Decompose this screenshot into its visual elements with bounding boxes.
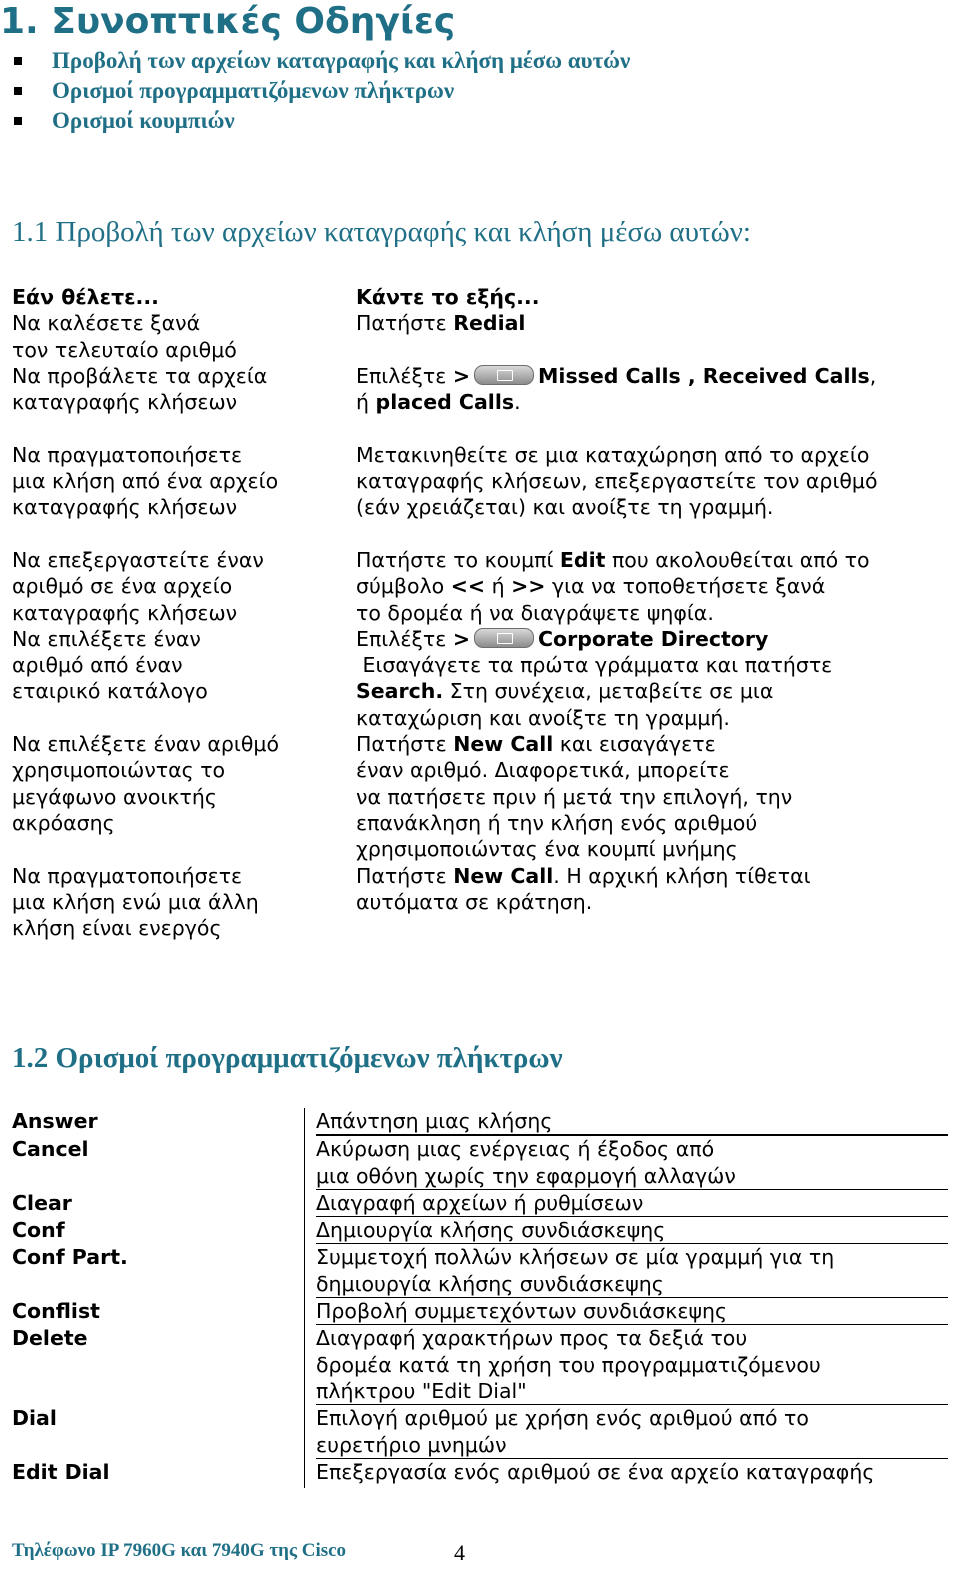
directory-button-icon [474, 628, 534, 648]
toc-item: Ορισμοί προγραμματιζόμενων πλήκτρων [10, 76, 630, 106]
instruction-text: Μετακινηθείτε σε μια καταχώρηση από το αρχείο [356, 442, 870, 467]
instruction-text: έναν αριθμό. Διαφορετικά, μπορείτε [356, 758, 730, 783]
task-text: ακρόασης [12, 810, 115, 835]
section-heading-1-1: 1.1 Προβολή των αρχείων καταγραφής και κλήση μέσω αυτών: [12, 216, 751, 248]
table-row [0, 1244, 960, 1298]
softkey-description: Επιλογή αριθμού με χρήση ενός αριθμού από το ευρετήριο μνημών [316, 1405, 948, 1459]
footer-text: Τηλέφωνο IP 7960G και 7940G της Cisco [12, 1540, 347, 1561]
softkey-description: Δημιουργία κλήσης συνδιάσκεψης [316, 1217, 948, 1244]
section-heading-1-2: 1.2 Ορισμοί προγραμματιζόμενων πλήκτρων [12, 1042, 563, 1074]
column-header: Εάν θέλετε... [12, 285, 159, 309]
task-text: Να πραγματοποιήσετε [12, 442, 243, 467]
table-row [0, 1108, 960, 1136]
softkey-name: Edit Dial [12, 1459, 110, 1484]
directory-button-icon [474, 365, 534, 385]
task-text: εταιρικό κατάλογο [12, 679, 208, 704]
instruction-text: Επιλέξτε > Corporate Directory [356, 626, 769, 651]
softkey-name: Answer [12, 1109, 98, 1133]
instruction-text: καταγραφής κλήσεων, επεξεργαστείτε τον αριθμό [356, 469, 878, 494]
instruction-text: αυτόματα σε κράτηση. [356, 889, 593, 914]
instruction-text: χρησιμοποιώντας ένα κουμπί μνήμης [356, 837, 738, 862]
task-text: τον τελευταίο αριθμό [12, 337, 237, 362]
softkey-name: Cancel [12, 1137, 89, 1162]
column-header: Κάντε το εξής... [356, 285, 540, 309]
task-text: μια κλήση ενώ μια άλλη [12, 889, 259, 914]
instruction-text: Εισαγάγετε τα πρώτα γράμματα και πατήστε [356, 653, 833, 678]
toc-item: Προβολή των αρχείων καταγραφής και κλήση μέσω αυτών [10, 46, 630, 76]
softkey-description: Προβολή συμμετεχόντων συνδιάσκεψης [316, 1298, 948, 1325]
table-row [0, 1190, 960, 1217]
task-text: χρησιμοποιώντας το [12, 758, 226, 783]
softkey-description: Συμμετοχή πολλών κλήσεων σε μία γραμμή για τη δημιουργία κλήσης συνδιάσκεψης [316, 1244, 948, 1298]
softkey-name: Delete [12, 1326, 88, 1351]
if-you-want-column [12, 284, 342, 941]
task-text: καταγραφής κλήσεων [12, 495, 238, 520]
task-text: αριθμό σε ένα αρχείο [12, 574, 233, 599]
task-text: καταγραφής κλήσεων [12, 390, 238, 415]
instruction-text: Πατήστε το κουμπί Edit που ακολουθείται από το [356, 547, 870, 572]
instruction-text: (εάν χρειάζεται) και ανοίξτε τη γραμμή. [356, 495, 774, 520]
task-text: Να προβάλετε τα αρχεία [12, 363, 268, 388]
table-row [0, 1325, 960, 1405]
softkey-name: Conf [12, 1218, 65, 1243]
page-title: 1. Συνοπτικές Οδηγίες [0, 1, 456, 42]
toc-item: Ορισμοί κουμπιών [10, 106, 630, 136]
instruction-text: σύμβολο << ή >> για να τοποθετήσετε ξανά [356, 574, 826, 599]
instruction-text: Πατήστε Redial [356, 311, 526, 336]
softkey-description: Διαγραφή χαρακτήρων προς τα δεξιά του δρομέα κατά τη χρήση του προγραμματιζόμενου πλήκτρου "Edit Dial" [316, 1325, 948, 1405]
instruction-text: Επιλέξτε > Missed Calls , Received Calls, [356, 363, 877, 388]
instruction-text: να πατήσετε πριν ή μετά την επιλογή, την [356, 784, 793, 809]
square-bullet-icon [14, 117, 22, 125]
task-text: Να πραγματοποιήσετε [12, 863, 243, 888]
toc-list [10, 46, 630, 136]
task-text: αριθμό από έναν [12, 653, 183, 678]
softkey-name: Clear [12, 1190, 72, 1215]
instruction-text: Πατήστε New Call και εισαγάγετε [356, 732, 716, 757]
softkey-description: Διαγραφή αρχείων ή ρυθμίσεων [316, 1190, 948, 1217]
softkey-description: Απάντηση μιας κλήσης [316, 1108, 948, 1136]
instruction-text: ή placed Calls. [356, 390, 521, 415]
table-row [0, 1298, 960, 1325]
square-bullet-icon [14, 57, 22, 65]
task-text: καταγραφής κλήσεων [12, 600, 238, 625]
page-number: 4 [454, 1540, 465, 1565]
softkey-name: Conflist [12, 1299, 100, 1324]
softkey-description: Ακύρωση μιας ενέργειας ή έξοδος από μια οθόνη χωρίς την εφαρμογή αλλαγών [316, 1136, 948, 1190]
task-text: Να επιλέξετε έναν αριθμό [12, 732, 279, 757]
instruction-text: επανάκληση ή την κλήση ενός αριθμού [356, 810, 758, 835]
task-text: μια κλήση από ένα αρχείο [12, 469, 279, 494]
instruction-text: Πατήστε New Call. Η αρχική κλήση τίθεται [356, 863, 811, 888]
task-text: Να επιλέξετε έναν [12, 626, 201, 651]
instruction-text: Search. Στη συνέχεια, μεταβείτε σε μια [356, 679, 774, 704]
table-row [0, 1217, 960, 1244]
table-row [0, 1405, 960, 1459]
table-row [0, 1459, 960, 1485]
do-this-column [356, 284, 951, 915]
instruction-text: καταχώριση και ανοίξτε τη γραμμή. [356, 705, 730, 730]
softkey-name: Dial [12, 1406, 57, 1431]
softkey-description: Επεξεργασία ενός αριθμού σε ένα αρχείο καταγραφής [316, 1459, 875, 1484]
task-text: κλήση είναι ενεργός [12, 916, 222, 941]
softkey-name: Conf Part. [12, 1245, 128, 1270]
task-text: Να επεξεργαστείτε έναν [12, 547, 264, 572]
task-text: μεγάφωνο ανοικτής [12, 784, 217, 809]
table-row [0, 1136, 960, 1190]
softkey-table [0, 1108, 960, 1485]
task-text: Να καλέσετε ξανά [12, 311, 201, 336]
square-bullet-icon [14, 87, 22, 95]
instruction-text: το δρομέα ή να διαγράψετε ψηφία. [356, 600, 714, 625]
